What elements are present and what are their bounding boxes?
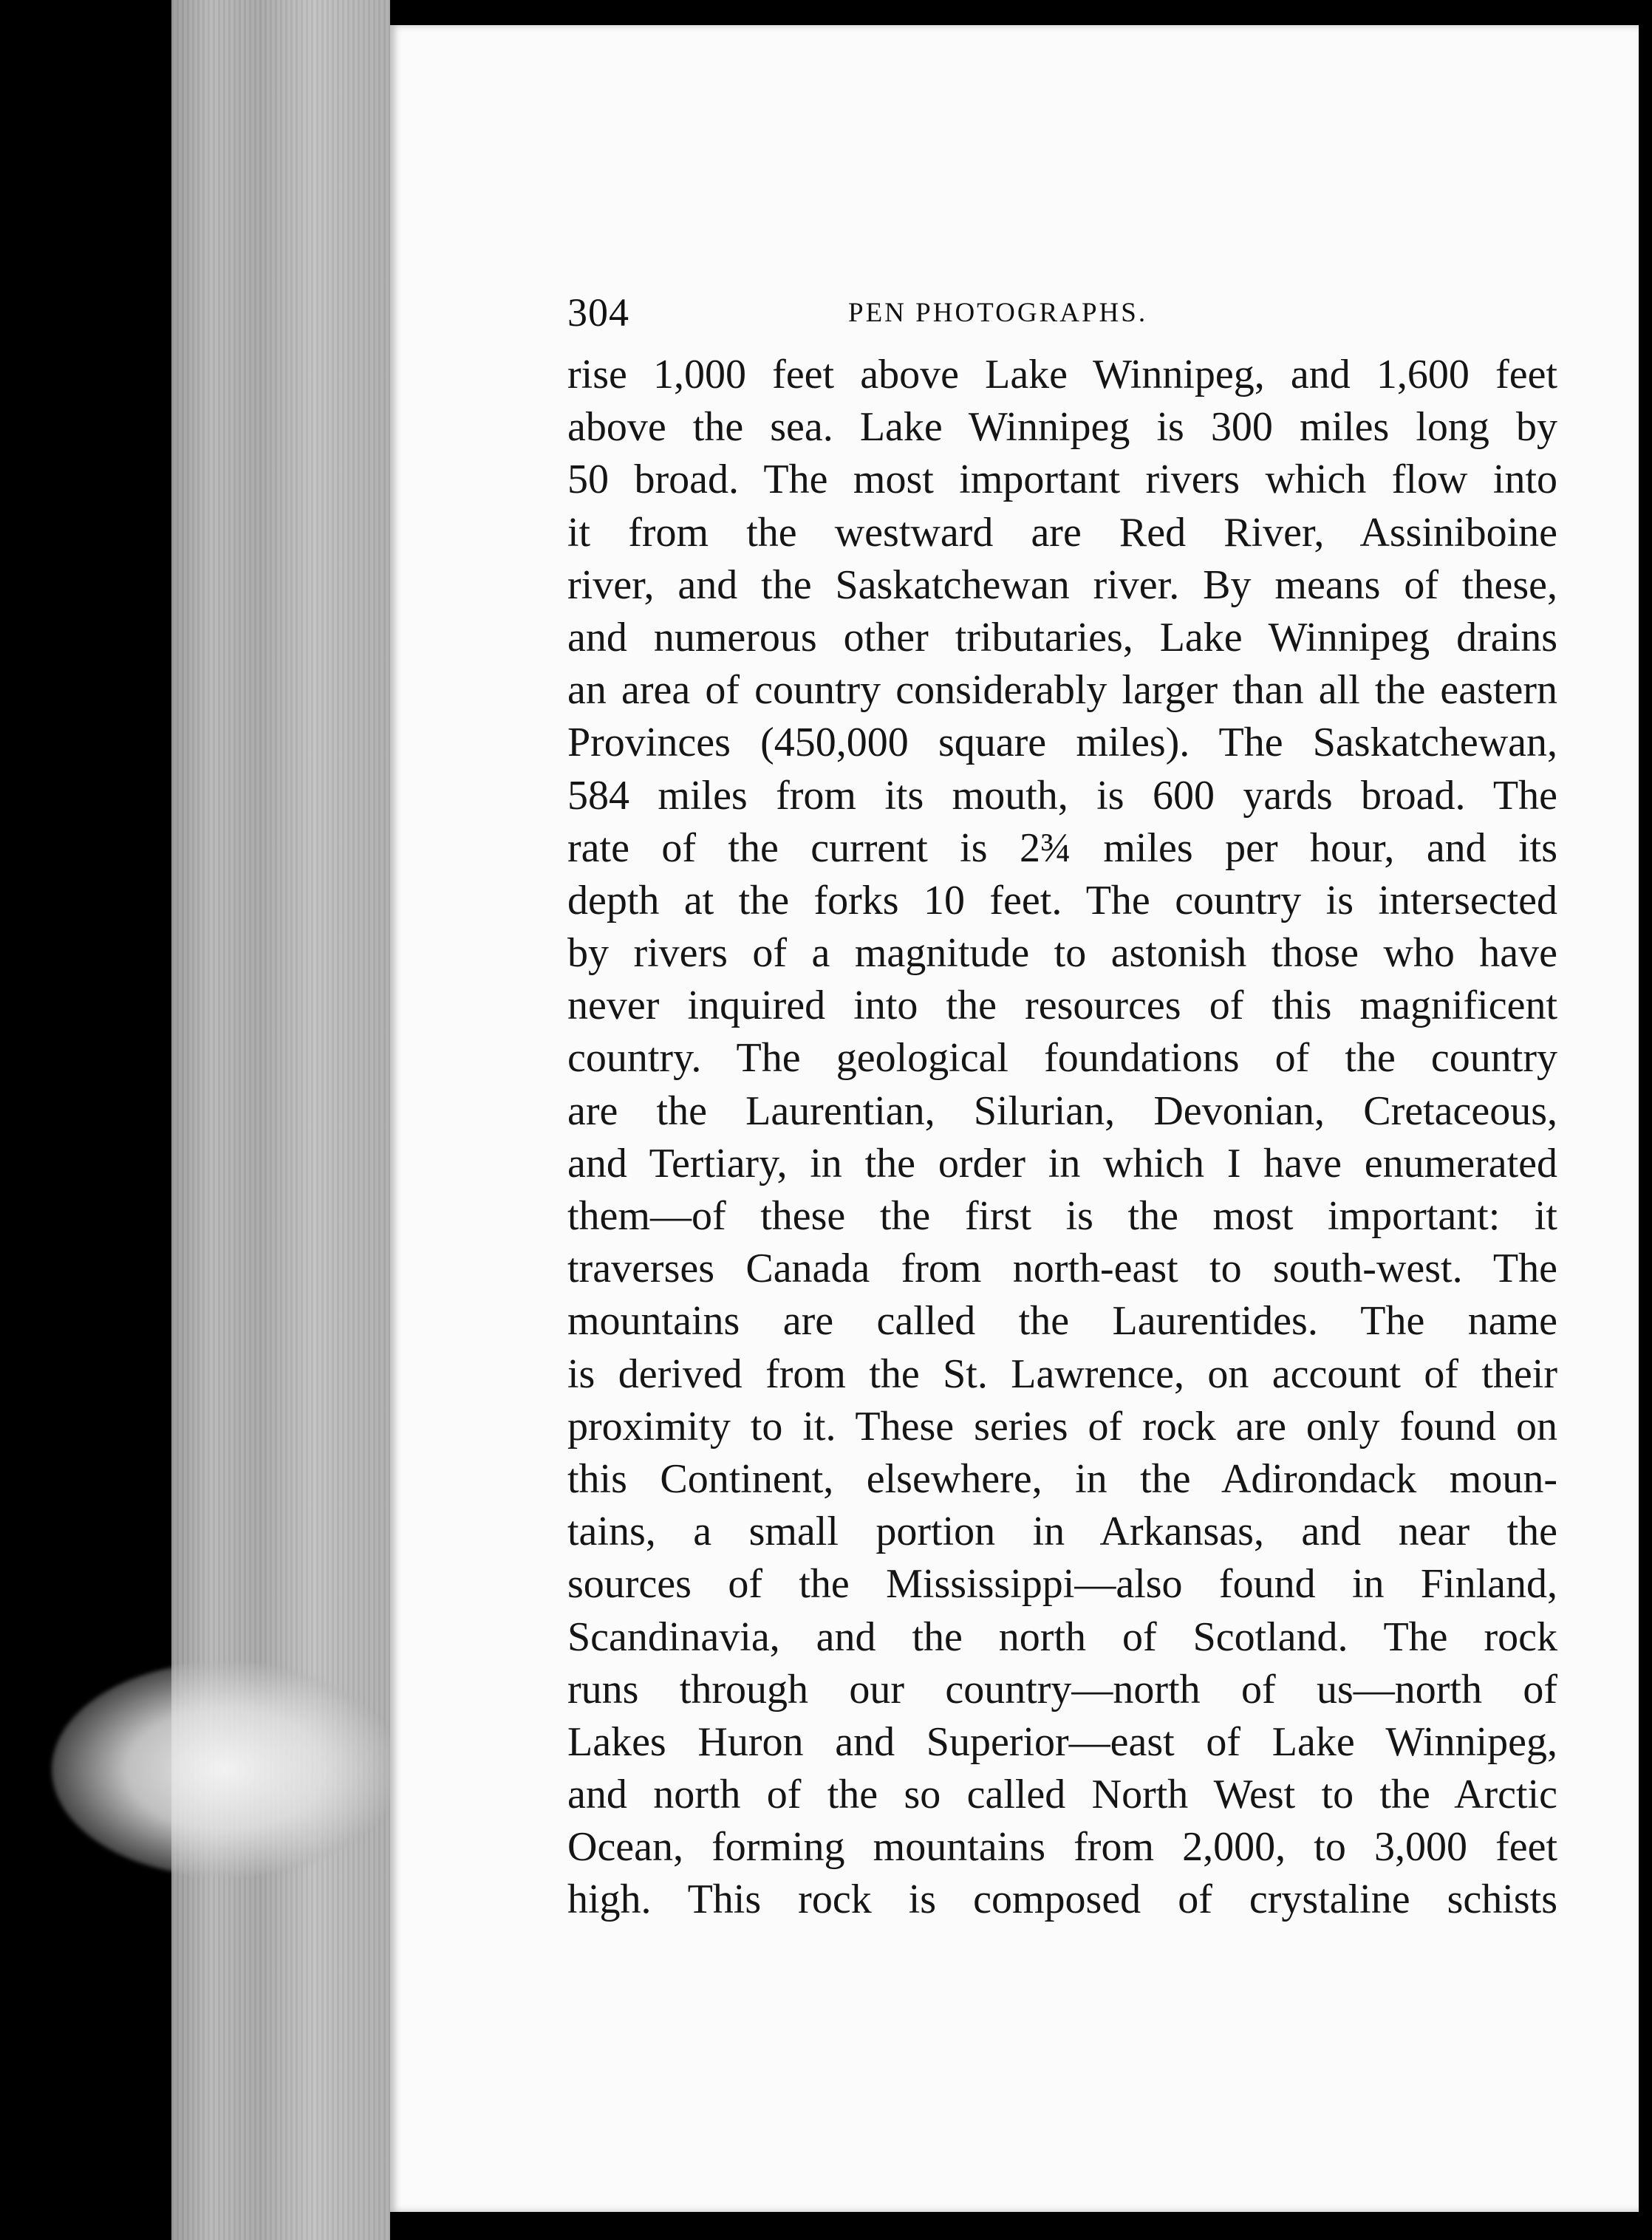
paper-stain bbox=[52, 1662, 399, 1877]
text-line: and numerous other tributaries, Lake Winnipeg drains bbox=[567, 614, 1557, 660]
text-line: them—of these the first is the most important: it bbox=[567, 1193, 1557, 1239]
text-line: rate of the current is 2¾ miles per hour, and its bbox=[567, 824, 1557, 871]
text-line: and Tertiary, in the order in which I have enumerated bbox=[567, 1140, 1557, 1186]
binding-edge bbox=[171, 0, 390, 2240]
text-line: rise 1,000 feet above Lake Winnipeg, and 1,600 feet bbox=[567, 352, 1557, 397]
text-line: above the sea. Lake Winnipeg is 300 miles long by bbox=[567, 404, 1557, 451]
body-text bbox=[567, 349, 1557, 1927]
text-line: Ocean, forming mountains from 2,000, to 3,000 feet bbox=[567, 1824, 1557, 1871]
text-line: mountains are called the Laurentides. The name bbox=[567, 1298, 1557, 1345]
text-line: and north of the so called North West to the Arctic bbox=[567, 1772, 1557, 1818]
text-line: it from the westward are Red River, Assiniboine bbox=[567, 509, 1557, 556]
text-line: traverses Canada from north-east to south-west. The bbox=[567, 1246, 1557, 1292]
page-header bbox=[567, 276, 1557, 343]
text-line: by rivers of a magnitude to astonish those who have bbox=[567, 930, 1557, 977]
text-line: this Continent, elsewhere, in the Adirondack moun- bbox=[567, 1455, 1557, 1502]
text-line: river, and the Saskatchewan river. By means of these, bbox=[567, 561, 1557, 608]
text-line: tains, a small portion in Arkansas, and near the bbox=[567, 1509, 1557, 1555]
text-line: proximity to it. These series of rock are only found on bbox=[567, 1403, 1557, 1449]
text-line: an area of country considerably larger than all the eastern bbox=[567, 667, 1557, 714]
book-page bbox=[390, 25, 1639, 2212]
text-line: sources of the Mississippi—also found in Finland, bbox=[567, 1561, 1557, 1608]
text-line: Lakes Huron and Superior—east of Lake Winnipeg, bbox=[567, 1718, 1557, 1765]
text-line: high. This rock is composed of crystaline schists bbox=[567, 1877, 1557, 1923]
text-line: runs through our country—north of us—north of bbox=[567, 1666, 1557, 1713]
text-line: never inquired into the resources of this magnificent bbox=[567, 983, 1557, 1029]
page-content bbox=[567, 276, 1557, 1927]
page-number: 304 bbox=[567, 290, 629, 335]
text-line: depth at the forks 10 feet. The country is intersected bbox=[567, 877, 1557, 923]
text-line: is derived from the St. Lawrence, on account of their bbox=[567, 1351, 1557, 1397]
running-head: PEN PHOTOGRAPHS. bbox=[848, 298, 1148, 328]
text-line: are the Laurentian, Silurian, Devonian, Cretaceous, bbox=[567, 1087, 1557, 1134]
text-line: Scandinavia, and the north of Scotland. The rock bbox=[567, 1614, 1557, 1660]
text-line: 50 broad. The most important rivers which flow into bbox=[567, 457, 1557, 503]
text-line: 584 miles from its mouth, is 600 yards broad. The bbox=[567, 772, 1557, 819]
text-line: Provinces (450,000 square miles). The Saskatchewan, bbox=[567, 720, 1557, 766]
text-line: country. The geological foundations of the country bbox=[567, 1035, 1557, 1082]
